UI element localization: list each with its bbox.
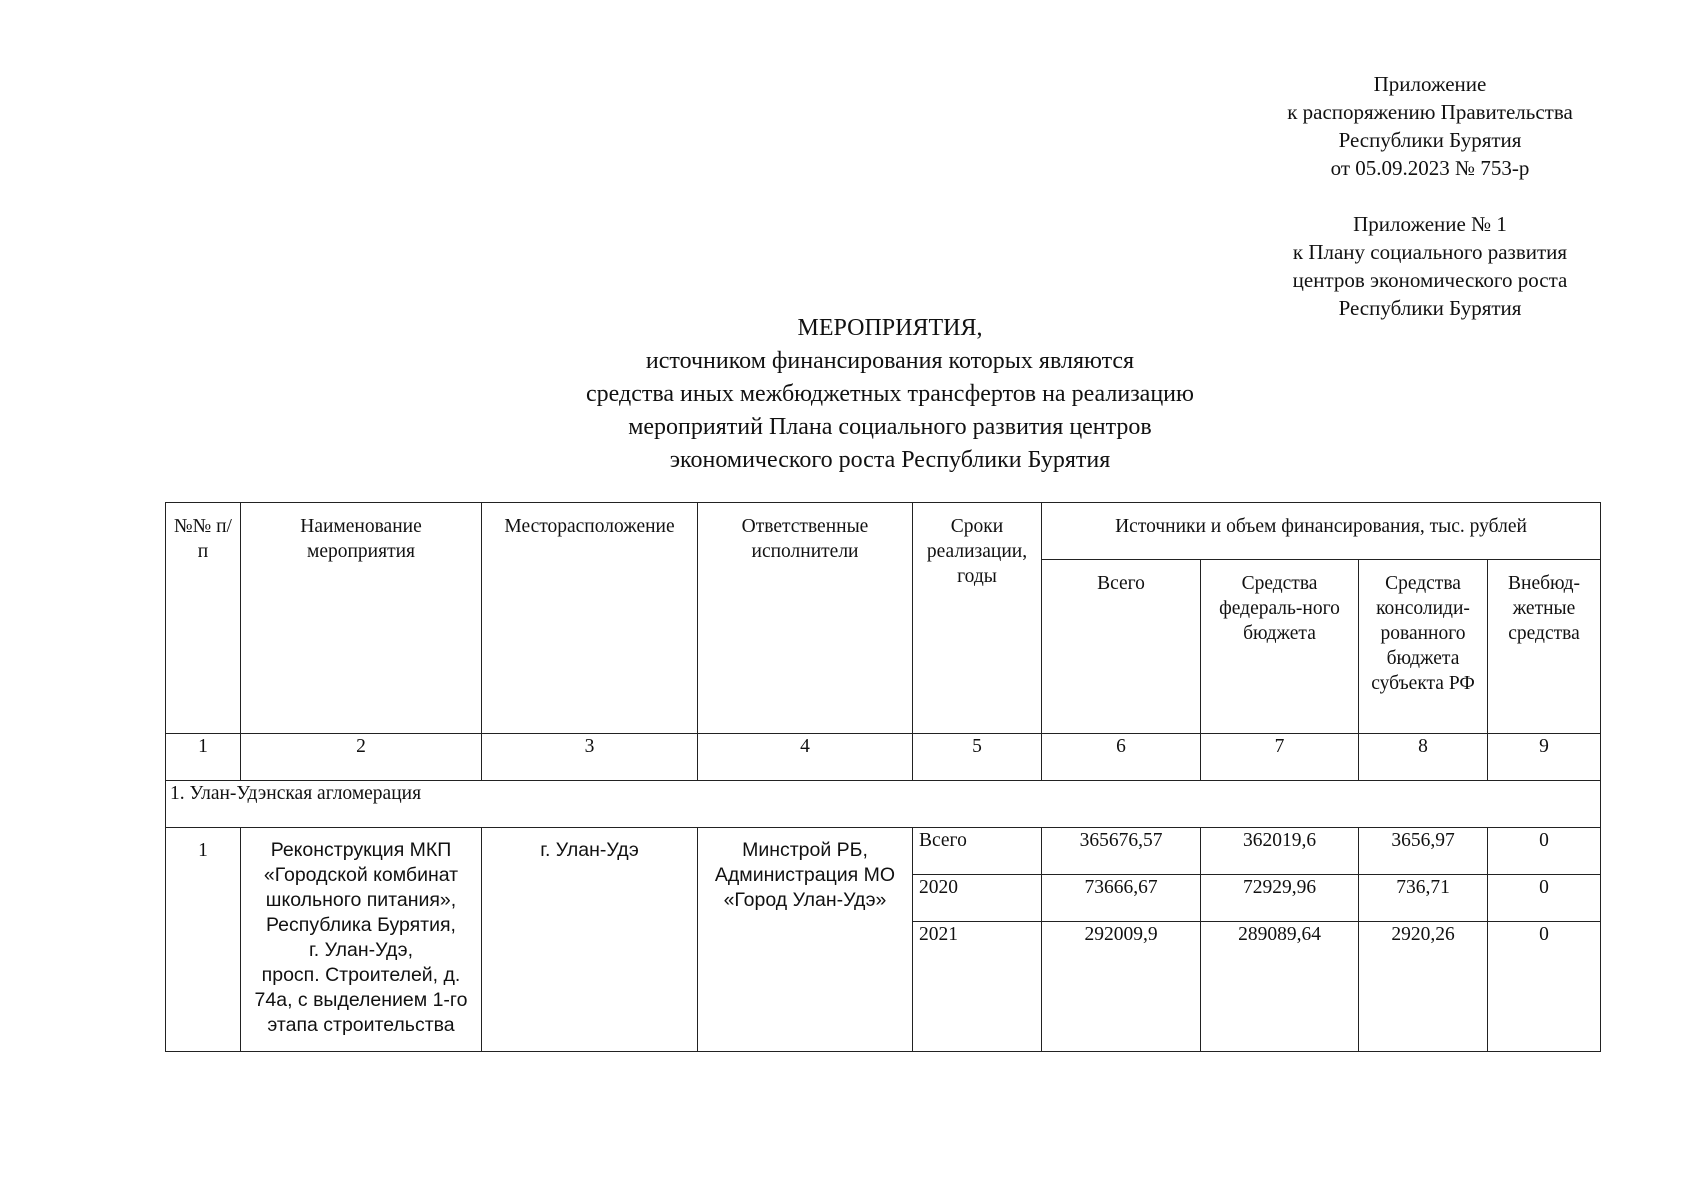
column-number: 4 [698, 734, 913, 781]
total-cell: 292009,9 [1042, 922, 1201, 1052]
item-name-line: «Городской комбинат [263, 864, 459, 886]
appendix-line: Республики Бурятия [1338, 128, 1522, 152]
period-cell: 2020 [913, 875, 1042, 922]
responsible-line: Администрация МО [714, 864, 896, 886]
item-name [241, 828, 482, 1052]
header-sources: Источники и объем финансирования, тыс. рублей [1042, 503, 1601, 560]
table-row [166, 828, 1601, 875]
regional-cell: 3656,97 [1359, 828, 1488, 875]
item-number: 1 [166, 828, 241, 1052]
header-responsible: Ответственные исполнители [698, 503, 913, 734]
column-number: 7 [1201, 734, 1359, 781]
header-name: Наименование мероприятия [241, 503, 482, 734]
extra-cell: 0 [1488, 828, 1601, 875]
column-number: 8 [1359, 734, 1488, 781]
header-extra: Внебюд-жетные средства [1488, 560, 1601, 734]
column-number-row [166, 734, 1601, 781]
column-number: 6 [1042, 734, 1201, 781]
column-number: 1 [166, 734, 241, 781]
total-cell: 73666,67 [1042, 875, 1201, 922]
period-cell: Всего [913, 828, 1042, 875]
item-name-line: Реконструкция МКП [270, 839, 452, 861]
total-cell: 365676,57 [1042, 828, 1201, 875]
item-responsible [698, 828, 913, 1052]
regional-cell: 2920,26 [1359, 922, 1488, 1052]
activities-table [165, 502, 1601, 1052]
responsible-line: «Город Улан-Удэ» [723, 889, 887, 911]
title-line: мероприятий Плана социального развития центров [628, 414, 1152, 440]
extra-cell: 0 [1488, 922, 1601, 1052]
column-number: 2 [241, 734, 482, 781]
section-title: 1. Улан-Удэнская агломерация [166, 781, 1601, 828]
item-name-line: просп. Строителей, д. [261, 964, 461, 986]
column-number: 3 [482, 734, 698, 781]
federal-cell: 72929,96 [1201, 875, 1359, 922]
document-title [460, 312, 1320, 477]
item-name-line: школьного питания», [265, 889, 457, 911]
header-federal: Средства федераль-ного бюджета [1201, 560, 1359, 734]
item-location: г. Улан-Удэ [482, 828, 698, 1052]
header-regional: Средства консолиди-рованного бюджета субъекта РФ [1359, 560, 1488, 734]
item-name-line: этапа строительства [267, 1014, 455, 1036]
section-row [166, 781, 1601, 828]
appendix-line: к Плану социального развития [1292, 240, 1568, 264]
spacer [1220, 182, 1640, 210]
header-location: Месторасположение [482, 503, 698, 734]
regional-cell: 736,71 [1359, 875, 1488, 922]
column-number: 9 [1488, 734, 1601, 781]
appendix-header [1220, 70, 1640, 322]
appendix-line: Приложение № 1 [1353, 212, 1507, 236]
header-total: Всего [1042, 560, 1201, 734]
appendix-line: от 05.09.2023 № 753-р [1330, 156, 1530, 180]
item-name-line: г. Улан-Удэ, [309, 939, 413, 961]
item-name-line: 74а, с выделением 1-го [254, 989, 468, 1011]
header-terms: Сроки реализации, годы [913, 503, 1042, 734]
appendix-line: Республики Бурятия [1338, 296, 1522, 320]
appendix-line: Приложение [1373, 72, 1487, 96]
extra-cell: 0 [1488, 875, 1601, 922]
column-number: 5 [913, 734, 1042, 781]
federal-cell: 289089,64 [1201, 922, 1359, 1052]
period-cell: 2021 [913, 922, 1042, 1052]
item-name-line: Республика Бурятия, [266, 914, 456, 936]
header-row-1 [166, 503, 1601, 560]
responsible-line: Минстрой РБ, [742, 839, 868, 861]
appendix-line: к распоряжению Правительства [1287, 100, 1573, 124]
federal-cell: 362019,6 [1201, 828, 1359, 875]
header-num: №№ п/п [166, 503, 241, 734]
title-line: источником финансирования которых являются [645, 348, 1135, 374]
title-line: МЕРОПРИЯТИЯ, [797, 315, 983, 341]
title-line: экономического роста Республики Бурятия [669, 447, 1111, 473]
appendix-line: центров экономического роста [1292, 268, 1568, 292]
title-line: средства иных межбюджетных трансфертов на реализацию [586, 381, 1194, 407]
